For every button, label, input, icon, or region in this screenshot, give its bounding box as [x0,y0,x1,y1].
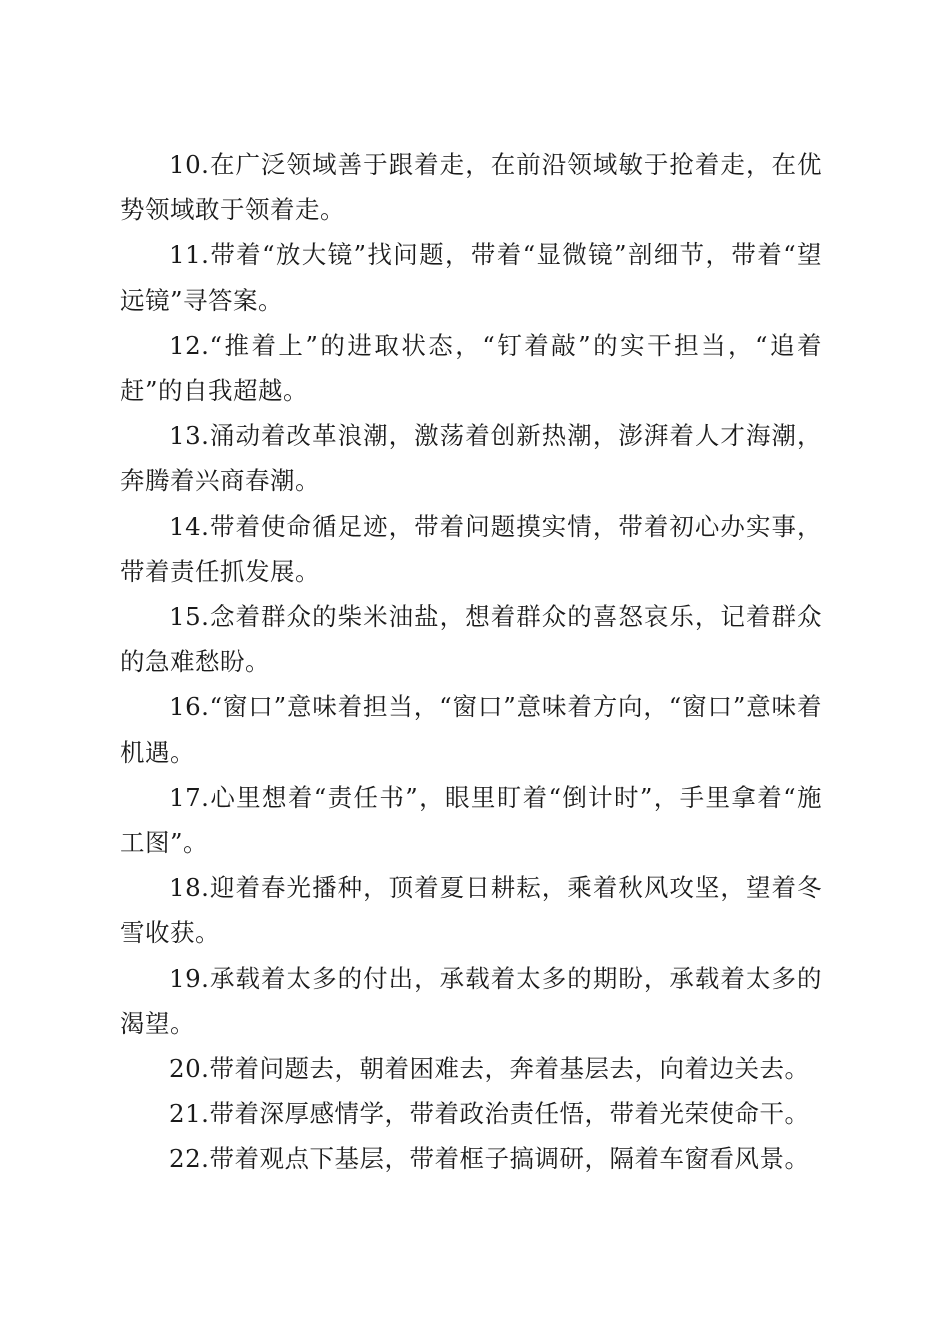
paragraph-11: 11.带着“放大镜”找问题，带着“显微镜”剖细节，带着“望远镜”寻答案。 [120,240,822,315]
paragraph-17: 17.心里想着“责任书”，眼里盯着“倒计时”，手里拿着“施工图”。 [120,782,822,858]
paragraph-14: 14.带着使命循足迹，带着问题摸实情，带着初心办实事，带着责任抓发展。 [120,511,822,586]
paragraph-19: 19.承载着太多的付出，承载着太多的期盼，承载着太多的渴望。 [120,963,822,1038]
document-body [120,142,822,1182]
paragraph-22: 22.带着观点下基层，带着框子搞调研，隔着车窗看风景。 [169,1144,810,1174]
paragraph-13: 13.涌动着改革浪潮，激荡着创新热潮，澎湃着人才海潮，奔腾着兴商春潮。 [120,421,822,496]
paragraph-15: 15.念着群众的柴米油盐，想着群众的喜怒哀乐，记着群众的急难愁盼。 [120,602,822,677]
paragraph-18: 18.迎着春光播种，顶着夏日耕耘，乘着秋风攻坚，望着冬雪收获。 [120,873,822,948]
paragraph-21: 21.带着深厚感情学，带着政治责任悟，带着光荣使命干。 [169,1099,810,1129]
paragraph-20: 20.带着问题去，朝着困难去，奔着基层去，向着边关去。 [169,1054,810,1084]
paragraph-16: 16.“窗口”意味着担当，“窗口”意味着方向，“窗口”意味着机遇。 [120,692,822,767]
paragraph-12: 12.“推着上”的进取状态，“钉着敲”的实干担当，“追着赶”的自我超越。 [120,330,822,406]
paragraph-10: 10.在广泛领域善于跟着走，在前沿领域敏于抢着走，在优势领域敢于领着走。 [120,150,822,225]
